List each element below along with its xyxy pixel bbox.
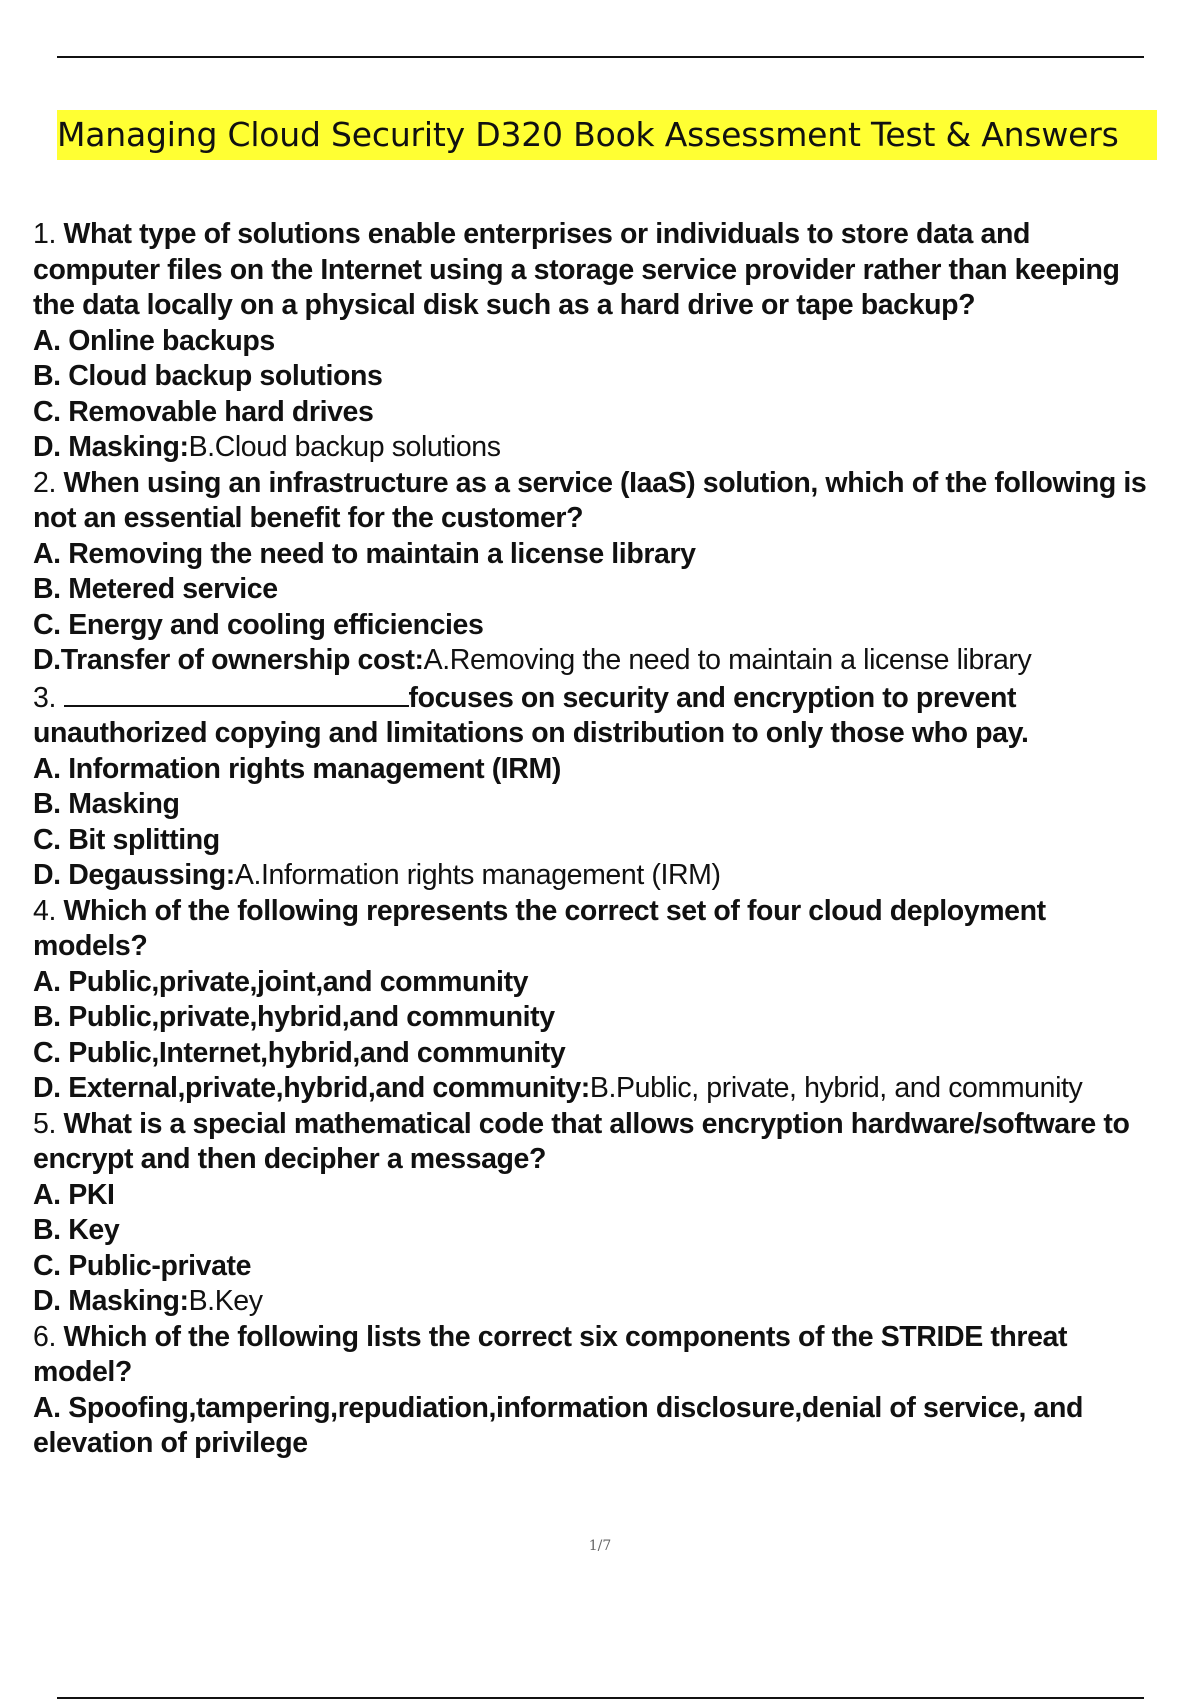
option-letter: D. bbox=[33, 1285, 61, 1317]
option-d bbox=[33, 430, 1163, 466]
option-letter: B. bbox=[33, 1214, 61, 1246]
option-letter: C. bbox=[33, 1249, 61, 1282]
option-b bbox=[33, 787, 1163, 823]
option-d bbox=[33, 858, 1163, 894]
option-text: Energy and cooling efficiencies bbox=[68, 608, 484, 641]
option-b bbox=[33, 1213, 1163, 1249]
option-letter: D. bbox=[33, 431, 61, 463]
option-text: Public,private,hybrid,and community bbox=[68, 1001, 555, 1033]
option-letter: D. bbox=[33, 644, 61, 676]
option-text: Cloud backup solutions bbox=[68, 360, 383, 392]
option-letter: B. bbox=[33, 360, 61, 392]
question-text: Which of the following lists the correct six components of the STRIDE threat model? bbox=[33, 1320, 1068, 1388]
option-d bbox=[33, 1284, 1163, 1320]
option-a bbox=[33, 537, 1163, 573]
page-number: 1/7 bbox=[588, 1538, 612, 1554]
question-number: 5. bbox=[33, 1107, 56, 1140]
answer-text: B.Public, private, hybrid, and community bbox=[589, 1072, 1083, 1104]
option-text: Public-private bbox=[68, 1249, 252, 1282]
answer-text: A.Removing the need to maintain a license library bbox=[423, 644, 1032, 676]
option-a bbox=[33, 324, 1163, 360]
question-stem bbox=[33, 1320, 1163, 1391]
option-b bbox=[33, 572, 1163, 608]
option-text: Key bbox=[68, 1214, 120, 1246]
question-text: focuses on security and encryption to prevent unauthorized copying and limitations on distribution to only those who pay. bbox=[33, 681, 1029, 749]
option-a bbox=[33, 965, 1163, 1001]
option-letter: B. bbox=[33, 573, 61, 605]
question-stem bbox=[33, 466, 1163, 537]
question-number: 2. bbox=[33, 466, 56, 499]
option-letter: C. bbox=[33, 395, 61, 428]
answer-text: A.Information rights management (IRM) bbox=[234, 859, 721, 891]
question-block bbox=[33, 217, 1163, 466]
option-letter: D. bbox=[33, 1072, 61, 1104]
option-text: Public,Internet,hybrid,and community bbox=[68, 1036, 566, 1069]
option-text: Degaussing: bbox=[68, 859, 235, 891]
top-rule bbox=[57, 56, 1144, 58]
option-c bbox=[33, 608, 1163, 644]
option-text: Transfer of ownership cost: bbox=[60, 644, 424, 676]
option-text: Public,private,joint,and community bbox=[68, 965, 529, 998]
option-letter: A. bbox=[33, 965, 61, 998]
option-b bbox=[33, 1000, 1163, 1036]
page-title: Managing Cloud Security D320 Book Assessment Test & Answers bbox=[57, 110, 1157, 160]
question-number: 6. bbox=[33, 1320, 56, 1353]
option-text: Bit splitting bbox=[68, 823, 220, 856]
option-letter: B. bbox=[33, 788, 61, 820]
option-text: Spoofing,tampering,repudiation,information disclosure,denial of service, and elevation of privilege bbox=[33, 1391, 1083, 1459]
bottom-rule bbox=[57, 1697, 1144, 1699]
option-letter: A. bbox=[33, 752, 61, 785]
option-text: Removing the need to maintain a license library bbox=[68, 537, 696, 570]
option-d bbox=[33, 643, 1163, 679]
question-stem bbox=[33, 894, 1163, 965]
option-a bbox=[33, 752, 1163, 788]
question-block bbox=[33, 1320, 1163, 1462]
question-text: Which of the following represents the correct set of four cloud deployment models? bbox=[33, 894, 1046, 962]
option-a bbox=[33, 1391, 1163, 1462]
option-letter: C. bbox=[33, 1036, 61, 1069]
option-letter: B. bbox=[33, 1001, 61, 1033]
option-b bbox=[33, 359, 1163, 395]
option-letter: A. bbox=[33, 1178, 61, 1211]
question-block bbox=[33, 1107, 1163, 1320]
option-c bbox=[33, 823, 1163, 859]
option-letter: A. bbox=[33, 1391, 61, 1424]
option-text: Masking: bbox=[68, 1285, 189, 1317]
option-c bbox=[33, 395, 1163, 431]
option-text: Masking bbox=[68, 788, 180, 820]
option-text: Online backups bbox=[68, 324, 275, 357]
option-d bbox=[33, 1071, 1163, 1107]
option-letter: C. bbox=[33, 608, 61, 641]
question-number: 4. bbox=[33, 894, 56, 927]
question-number: 3. bbox=[33, 681, 56, 714]
question-text: When using an infrastructure as a service (IaaS) solution, which of the following is not an essential benefit for the customer? bbox=[33, 466, 1147, 534]
option-text: PKI bbox=[68, 1178, 115, 1211]
option-letter: D. bbox=[33, 859, 61, 891]
option-letter: A. bbox=[33, 324, 61, 357]
answer-text: B.Cloud backup solutions bbox=[188, 431, 501, 463]
question-text: What is a special mathematical code that allows encryption hardware/software to encrypt and then decipher a message? bbox=[33, 1107, 1130, 1175]
option-letter: A. bbox=[33, 537, 61, 570]
fill-in-blank bbox=[64, 679, 409, 707]
option-text: Metered service bbox=[68, 573, 278, 605]
question-stem bbox=[33, 1107, 1163, 1178]
question-block bbox=[33, 894, 1163, 1107]
option-text: Removable hard drives bbox=[68, 395, 374, 428]
answer-text: B.Key bbox=[188, 1285, 263, 1317]
option-c bbox=[33, 1249, 1163, 1285]
option-text: Information rights management (IRM) bbox=[68, 752, 561, 785]
option-letter: C. bbox=[33, 823, 61, 856]
question-text: What type of solutions enable enterprises or individuals to store data and computer files on the Internet using a storage service provider rather than keeping the data locally on a physical disk such as a hard drive or tape backup? bbox=[33, 218, 1120, 321]
option-text: External,private,hybrid,and community: bbox=[68, 1072, 590, 1104]
option-a bbox=[33, 1178, 1163, 1214]
question-number: 1. bbox=[33, 218, 56, 250]
question-stem bbox=[33, 217, 1163, 324]
question-list bbox=[33, 217, 1163, 1462]
option-c bbox=[33, 1036, 1163, 1072]
question-block bbox=[33, 679, 1163, 894]
option-text: Masking: bbox=[68, 431, 189, 463]
question-stem bbox=[33, 679, 1163, 752]
question-block bbox=[33, 466, 1163, 679]
